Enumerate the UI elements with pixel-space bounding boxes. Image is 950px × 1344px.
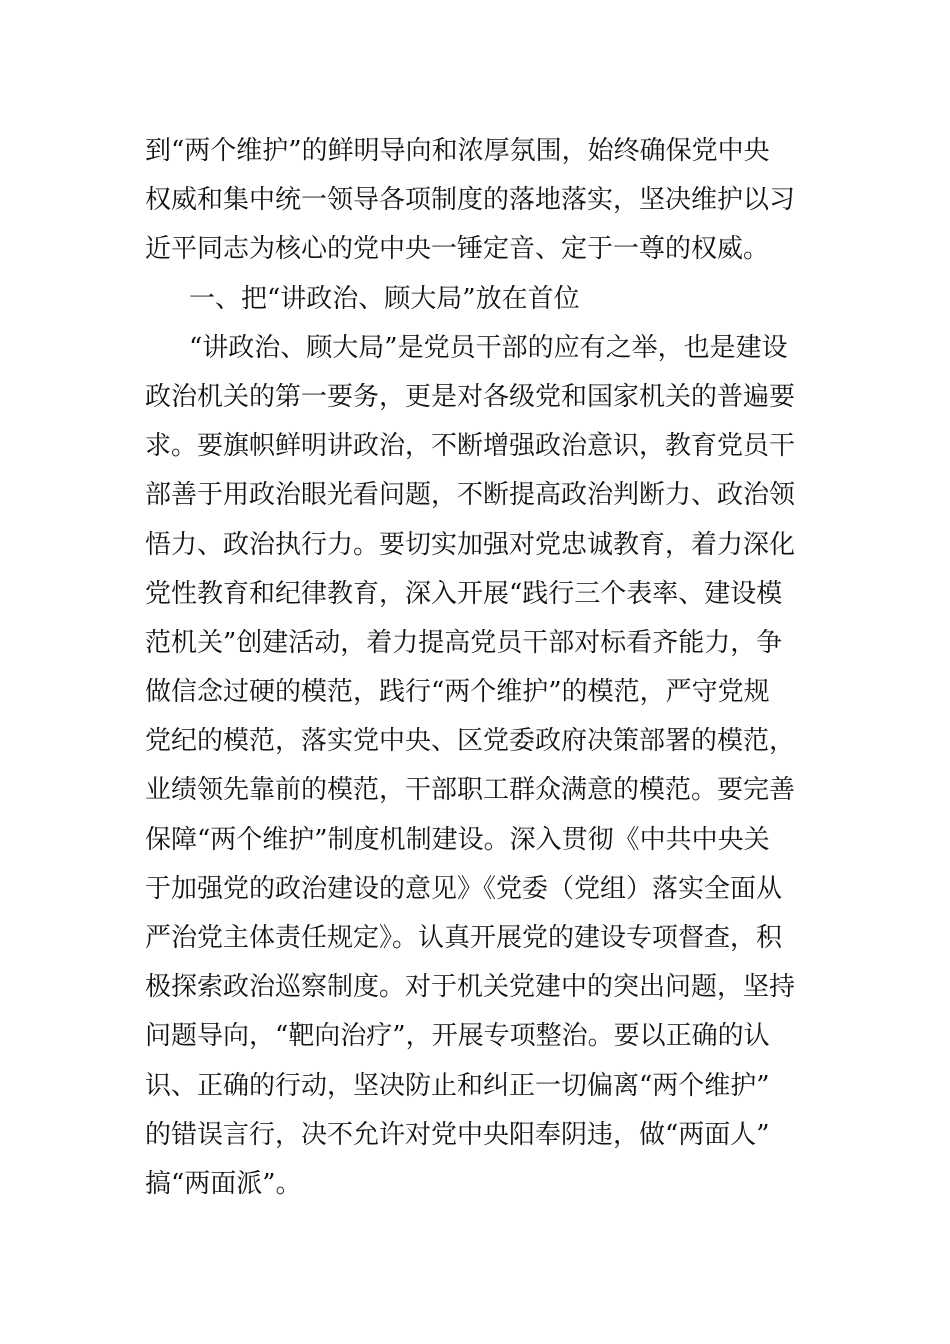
text-line: 求。要旗帜鲜明讲政治，不断增强政治意识，教育党员干: [145, 431, 796, 462]
text-line: 到“两个维护”的鲜明导向和浓厚氛围，始终确保党中央: [145, 136, 770, 166]
text-line: 保障“两个维护”制度机制建设。深入贯彻《中共中央关: [145, 824, 770, 855]
section-heading: 一、把“讲政治、顾大局”放在首位: [189, 283, 580, 314]
paragraph-first-line: “讲政治、顾大局”是党员干部的应有之举，也是建设: [189, 332, 788, 363]
text-line: 党纪的模范，落实党中央、区党委政府决策部署的模范，: [145, 726, 796, 757]
text-line: 严治党主体责任规定》。认真开展党的建设专项督查，积: [145, 923, 783, 953]
text-line: 做信念过硬的模范，践行“两个维护”的模范，严守党规: [145, 677, 770, 708]
text-line: 权威和集中统一领导各项制度的落地落实，坚决维护以习: [145, 185, 796, 216]
text-line: 近平同志为核心的党中央一锤定音、定于一尊的权威。: [145, 234, 770, 265]
text-line: 范机关”创建活动，着力提高党员干部对标看齐能力，争: [145, 627, 783, 658]
text-line: 业绩领先靠前的模范，干部职工群众满意的模范。要完善: [145, 775, 796, 806]
text-line: 部善于用政治眼光看问题，不断提高政治判断力、政治领: [145, 480, 796, 511]
text-line: 识、正确的行动，坚决防止和纠正一切偏离“两个维护”: [145, 1070, 770, 1101]
text-line: 于加强党的政治建设的意见》《党委（党组）落实全面从: [145, 873, 783, 904]
text-line: 党性教育和纪律教育，深入开展“践行三个表率、建设模: [145, 578, 783, 609]
text-line: 悟力、政治执行力。要切实加强对党忠诚教育，着力深化: [145, 529, 796, 560]
text-line: 搞“两面派”。: [145, 1168, 302, 1199]
text-line: 政治机关的第一要务，更是对各级党和国家机关的普遍要: [145, 381, 796, 412]
text-line: 问题导向，“靶向治疗”，开展专项整治。要以正确的认: [145, 1021, 770, 1052]
document-body: [145, 127, 810, 1209]
text-line: 极探索政治巡察制度。对于机关党建中的突出问题，坚持: [145, 972, 796, 1003]
text-line: 的错误言行，决不允许对党中央阳奉阴违，做“两面人”: [145, 1119, 770, 1150]
